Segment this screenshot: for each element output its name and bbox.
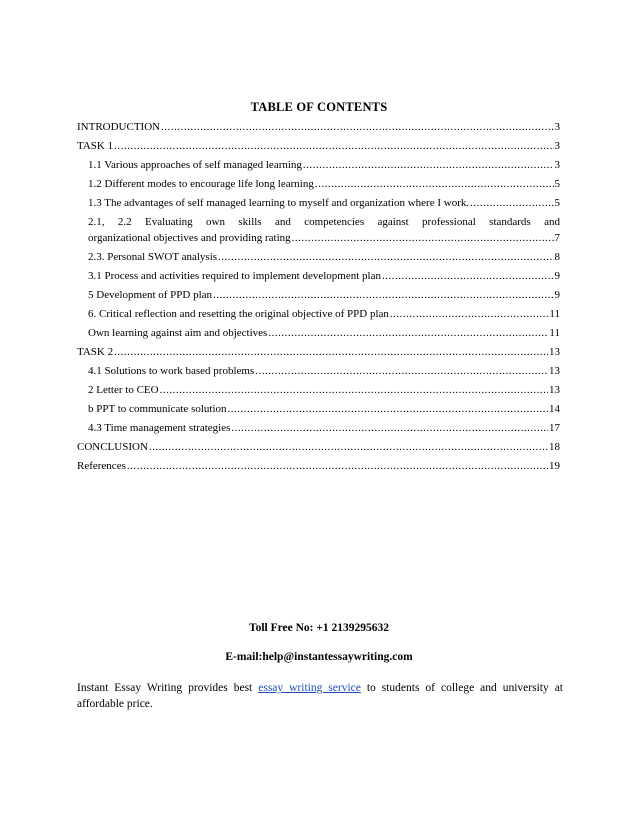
toc-page-number: 5 <box>554 197 560 209</box>
toc-entry[interactable] <box>77 213 560 248</box>
toc-leader-dots <box>213 286 553 305</box>
toc-entry-label: 2 Letter to CEO <box>88 384 159 396</box>
toc-page-number: 11 <box>549 327 560 339</box>
toc-page-number: 9 <box>554 270 560 282</box>
toc-page-number: 18 <box>549 441 560 453</box>
toc-word: standards <box>489 216 531 228</box>
toc-entry[interactable] <box>77 305 560 324</box>
toc-page-number: 8 <box>554 251 560 263</box>
toc-entry[interactable] <box>77 381 560 400</box>
toc-leader-dots <box>114 343 548 362</box>
toc-leader-dots <box>255 362 548 381</box>
toc-word: Evaluating <box>145 216 193 228</box>
toc-word: own <box>206 216 225 228</box>
toc-leader-dots <box>268 324 548 343</box>
toc-entry[interactable] <box>77 286 560 305</box>
toc-entry[interactable] <box>77 137 560 156</box>
footer-text-after: to students of college and university at affordable price. <box>77 682 564 710</box>
toc-entry[interactable] <box>77 400 560 419</box>
toc-entry-label: CONCLUSION <box>77 441 148 453</box>
toc-leader-dots <box>315 175 554 194</box>
toc-entry[interactable] <box>77 343 560 362</box>
toc-word: and <box>544 216 560 228</box>
toc-entry[interactable] <box>77 194 560 213</box>
toc-word: and <box>274 216 291 228</box>
toc-page-number: 3 <box>554 121 560 133</box>
toll-free-number: Toll Free No: +1 2139295632 <box>248 622 390 634</box>
toc-entry[interactable] <box>77 156 560 175</box>
toc-leader-dots <box>470 194 553 213</box>
toc-page-number: 19 <box>549 460 560 472</box>
toc-entry-label: 1.3 The advantages of self managed learning to myself and organization where I work. <box>88 197 470 209</box>
toc-page-number: 3 <box>554 140 560 152</box>
toc-page-number: 7 <box>554 232 560 244</box>
toc-page-number: 17 <box>549 422 560 434</box>
toc-entry-label: 6. Critical reflection and resetting the original objective of PPD plan <box>88 308 389 320</box>
toc-entry[interactable] <box>77 267 560 286</box>
toc-page-number: 3 <box>554 159 560 171</box>
toc-word: skills <box>238 216 262 228</box>
toc-leader-dots <box>161 118 553 137</box>
toc-leader-dots <box>303 156 554 175</box>
toc-entry[interactable] <box>77 457 560 476</box>
toc-entry-label: References <box>77 460 126 472</box>
toc-page-number: 13 <box>549 346 560 358</box>
toc-entry-label: INTRODUCTION <box>77 121 161 133</box>
toc-entry-label: 1.2 Different modes to encourage life long learning <box>88 178 314 190</box>
toc-leader-dots <box>149 438 548 457</box>
toc-leader-dots <box>160 381 548 400</box>
toc-entry-label: TASK 1 <box>77 140 114 152</box>
toc-entry-label: 3.1 Process and activities required to implement development plan <box>88 270 381 282</box>
toc-entry-label-line1 <box>88 214 560 230</box>
toc-entry-label-line2 <box>88 230 560 246</box>
toc-title: TABLE OF CONTENTS <box>250 100 388 114</box>
toc-word: 2.2 <box>117 216 132 228</box>
toc-entry[interactable] <box>77 175 560 194</box>
toc-entry[interactable] <box>77 419 560 438</box>
toc-page-number: 13 <box>549 365 560 377</box>
table-of-contents <box>77 118 560 476</box>
toc-entry-label: 2.3. Personal SWOT analysis <box>88 251 218 263</box>
toc-leader-dots <box>114 137 553 156</box>
toc-leader-dots <box>228 400 548 419</box>
toc-entry[interactable] <box>77 248 560 267</box>
toc-entry-label: Own learning against aim and objectives <box>88 327 268 339</box>
toc-entry-label: 4.3 Time management strategies <box>88 422 231 434</box>
toc-page-number: 5 <box>554 178 560 190</box>
toc-entry-label: 5 Development of PPD plan <box>88 289 213 301</box>
toc-entry-label: b PPT to communicate solution <box>88 403 227 415</box>
contact-email: E-mail:help@instantessaywriting.com <box>225 651 413 663</box>
toc-leader-dots <box>127 457 548 476</box>
toc-word: professional <box>422 216 476 228</box>
toc-page-number: 14 <box>549 403 560 415</box>
essay-writing-service-link[interactable]: essay writing service <box>258 682 361 694</box>
footer-text-before: Instant Essay Writing provides best <box>77 682 259 694</box>
toc-leader-dots <box>390 305 549 324</box>
footer-paragraph <box>77 680 563 712</box>
toc-leader-dots <box>231 419 548 438</box>
toc-leader-dots <box>218 248 553 267</box>
toc-entry[interactable] <box>77 362 560 381</box>
toc-entry-label: organizational objectives and providing rating <box>88 232 291 244</box>
toc-entry-label: TASK 2 <box>77 346 114 358</box>
toc-leader-dots <box>292 230 554 246</box>
toc-page-number: 9 <box>554 289 560 301</box>
toc-entry[interactable] <box>77 118 560 137</box>
toc-word: competencies <box>304 216 365 228</box>
toc-entry[interactable] <box>77 438 560 457</box>
toc-word: against <box>377 216 409 228</box>
toc-page-number: 13 <box>549 384 560 396</box>
toc-leader-dots <box>382 267 554 286</box>
toc-entry-label: 1.1 Various approaches of self managed learning <box>88 159 302 171</box>
toc-page-number: 11 <box>549 308 560 320</box>
toc-word: 2.1, <box>88 216 105 228</box>
toc-entry[interactable] <box>77 324 560 343</box>
toc-entry-label: 4.1 Solutions to work based problems <box>88 365 255 377</box>
